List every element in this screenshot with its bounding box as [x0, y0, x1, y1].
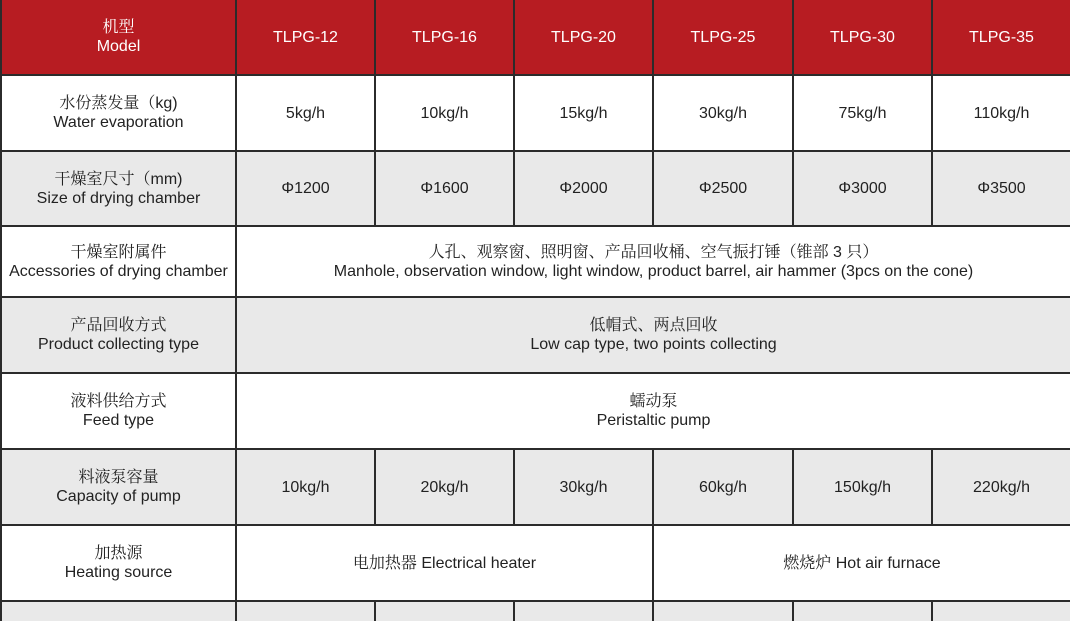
value-cell: 110kg/h — [932, 75, 1070, 151]
row-label-en: Product collecting type — [38, 336, 199, 353]
heating-source-label — [1, 525, 236, 601]
value-en: Peristaltic pump — [596, 412, 711, 429]
value-cn: 低帽式、两点回收 — [589, 317, 718, 334]
model-name: TLPG-12 — [236, 0, 375, 75]
row-label-cn: 加热源 — [94, 545, 143, 562]
row-label-en: Capacity of pump — [56, 488, 181, 505]
next-row-partial — [1, 601, 1070, 621]
empty-cell — [375, 601, 514, 621]
value-cell: 10kg/h — [236, 449, 375, 525]
row-label-en: Water evaporation — [53, 114, 184, 131]
row-label-cn: 液料供给方式 — [70, 393, 167, 410]
feed-type-row — [1, 373, 1070, 449]
value-cell: Φ1200 — [236, 151, 375, 226]
accessories-row — [1, 226, 1070, 297]
empty-cell — [793, 601, 932, 621]
value-cell: 5kg/h — [236, 75, 375, 151]
value-cn: 人孔、观察窗、照明窗、产品回收桶、空气振打锤（锥部 3 只） — [428, 243, 879, 261]
collecting-type-label — [1, 297, 236, 373]
model-label-cn: 机型 — [102, 19, 135, 36]
empty-cell — [236, 601, 375, 621]
value-cell: 30kg/h — [514, 449, 653, 525]
heating-source-row — [1, 525, 1070, 601]
value-cell: 20kg/h — [375, 449, 514, 525]
model-name: TLPG-30 — [793, 0, 932, 75]
pump-capacity-row — [1, 449, 1070, 525]
accessories-value — [236, 226, 1070, 297]
model-name: TLPG-35 — [932, 0, 1070, 75]
accessories-label — [1, 226, 236, 297]
value-cell: Φ1600 — [375, 151, 514, 226]
row-label-en: Size of drying chamber — [36, 189, 201, 207]
row-label-cn: 干燥室附属件 — [70, 243, 167, 261]
electrical-heater-value: 电加热器 Electrical heater — [236, 525, 653, 601]
header-row — [1, 0, 1070, 75]
value-cell: 75kg/h — [793, 75, 932, 151]
value-cell: Φ2500 — [653, 151, 793, 226]
chamber-size-row — [1, 151, 1070, 226]
feed-type-value — [236, 373, 1070, 449]
water-evaporation-label — [1, 75, 236, 151]
row-label-en: Heating source — [64, 564, 173, 581]
empty-cell — [653, 601, 793, 621]
empty-cell — [514, 601, 653, 621]
row-label-cn: 水份蒸发量（kg) — [59, 95, 178, 112]
water-evaporation-row — [1, 75, 1070, 151]
row-label-en: Feed type — [82, 412, 155, 429]
collecting-type-row — [1, 297, 1070, 373]
model-name: TLPG-20 — [514, 0, 653, 75]
value-en: Low cap type, two points collecting — [530, 336, 777, 353]
value-cell: Φ3000 — [793, 151, 932, 226]
value-cell: 150kg/h — [793, 449, 932, 525]
value-cell: 30kg/h — [653, 75, 793, 151]
value-cell: Φ3500 — [932, 151, 1070, 226]
value-cell: 60kg/h — [653, 449, 793, 525]
value-cell: 10kg/h — [375, 75, 514, 151]
pump-capacity-label — [1, 449, 236, 525]
value-cell: Φ2000 — [514, 151, 653, 226]
model-name: TLPG-16 — [375, 0, 514, 75]
model-label-en: Model — [96, 38, 141, 55]
value-cell: 220kg/h — [932, 449, 1070, 525]
model-name: TLPG-25 — [653, 0, 793, 75]
value-cn: 蠕动泵 — [629, 393, 678, 410]
hot-air-furnace-value: 燃烧炉 Hot air furnace — [653, 525, 1070, 601]
value-en: Manhole, observation window, light window, product barrel, air hammer (3pcs on the cone) — [333, 262, 974, 280]
row-label-cn: 料液泵容量 — [78, 469, 159, 486]
row-label-cn: 干燥室尺寸（mm) — [54, 170, 183, 188]
empty-cell — [1, 601, 236, 621]
chamber-size-label — [1, 151, 236, 226]
feed-type-label — [1, 373, 236, 449]
value-cell: 15kg/h — [514, 75, 653, 151]
row-label-cn: 产品回收方式 — [70, 317, 167, 334]
model-label-cell — [1, 0, 236, 75]
empty-cell — [932, 601, 1070, 621]
row-label-en: Accessories of drying chamber — [9, 262, 228, 280]
collecting-type-value — [236, 297, 1070, 373]
